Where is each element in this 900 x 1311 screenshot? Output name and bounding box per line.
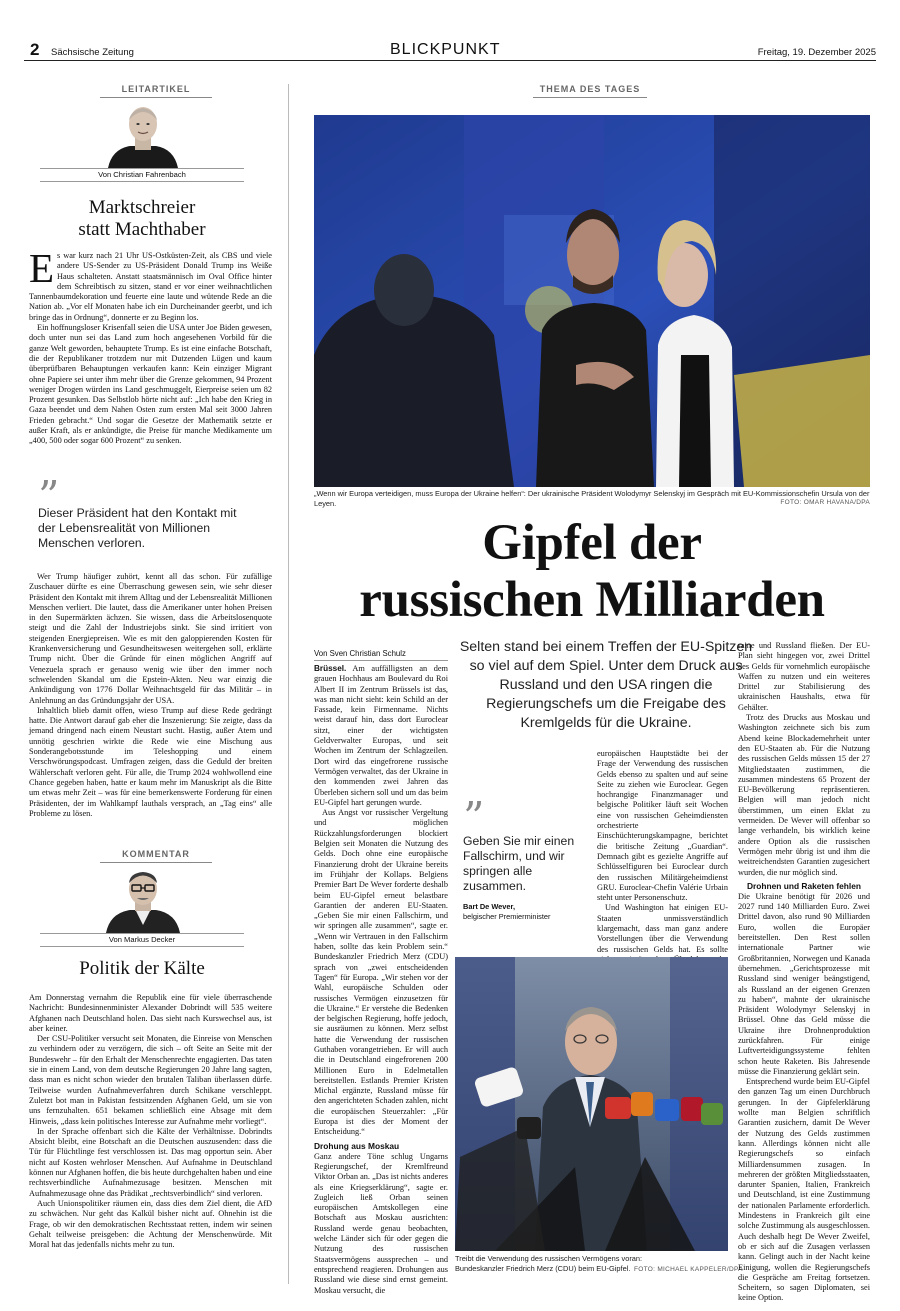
leitartikel-label: LEITARTIKEL [100,84,212,98]
main-photo-credit: FOTO: OMAR HAVANA/DPA [780,499,870,506]
paragraph: Ein hoffnungsloser Krisenfall seien die USA unter Joe Biden gewesen, doch unter nun sei das Land zum hoch angesehenen Vorbild für die ganze Welt geworden, behauptete Trump. Es ist eine einfache Botschaft, die der Republikaner trotzdem nur mit Dutzenden Lügen und kaum überprüfbaren Behauptungen verkaufen kann: Kein einziger Migrant ohne Papiere sei unter ihm mehr über die Grenze gekommen, 94 Prozent weniger Drogen würden ins Land geschmuggelt, Eierpreise seien um 82 Prozent gesunken. Das Selbstlob hörte nicht auf: „Ich habe den Krieg in Gaza beendet und dem Nahen Osten zum ersten Mal seit 3000 Jahren Frieden gebracht.“ Und sogar die Gesetze der Mathematik setzte er außer Kraft, als er ankündigte, die Preise für manche Medikamente um „400, 500 oder sogar 600 Prozent“ zu senken. [29,323,272,446]
kommentar-byline: Von Markus Decker [108,935,176,944]
thema-column-3 [738,641,870,1303]
paragraph: Ganz andere Töne schlug Ungarns Regierungschef, der Kremlfreund Viktor Orban an. „Das ist nichts anderes als eine Kriegserklärung“, sagte er. Zugleich ließ Orban seinen europäischen Amtskollegen eine Botschaft aus Moskau ausrichten: Russland werde genau beobachten, welche Länder sich für oder gegen die Nutzung des russischen Staatsvermögens aussprechen – und entsprechend reagieren. Drohungen aus Russland wie diese sind ernst gemeint. Moskau versucht, die [314,1151,448,1295]
page-number: 2 [30,40,40,59]
quote-attribution-name: Bart De Wever, [463,902,516,911]
main-photo-caption: „Wenn wir Europa verteidigen, muss Europa der Ukraine helfen“: Der ukrainische Präsident Wolodymyr Selenskyj im Gespräch mit EU-Kommissionschefin Ursula von der Leyen. [314,489,870,508]
photo-merz [455,957,728,1251]
byline-rule-top [40,933,244,934]
main-headline [300,515,884,629]
title-line: Marktschreier [88,197,196,218]
paragraph: Brüssel. Am auffälligsten an dem grauen Hochhaus am Boulevard du Roi Albert II im Zentrum Brüssels ist das, was man nicht sieht: kein Schild an der Fassade, kein Firmenname. Nichts weist darauf hin, dass dort Euroclear sitzt, einer der wichtigsten Geldverwalter Europas, und seit Wochen im Zentrum der Schlagzeilen. Dort wird das eingefrorene russische Vermögen verwaltet, das der Ukraine in den kommenden zwei Jahren das Überleben sichern soll und um das beim EU-Gipfel hart gerungen wurde. [314,664,448,807]
thema-dek: Selten stand bei einem Treffen der EU-Spitzen so viel auf dem Spiel. Unter dem Druck aus Russland und den USA ringen die Regierungschefs um die Freigabe des Kremlgelds für die Ukraine. [459,639,753,731]
leitartikel-body-1 [29,245,272,447]
paragraph: Der CSU-Politiker versucht seit Monaten, die Einreise von Menschen zu verhindern oder zu verzögern, die sich – oft Seite an Seite mit der Bundeswehr – für den Erhalt der Menschenrechte engagierten. Das taten sie in einem Land, von dem deutsche Regierungen 20 Jahre lang sagten, dass man es nicht schon wieder den brutalen Taliban überlassen dürfe. Teilweise wurden Aufnahmeverfahren durch Schikane verschleppt. Zuletzt bot man in Pakistan festsitzenden Afghanen Geld, um sie von uns fernzuhalten. 651 bekamen schließlich eine Absage mit dem Hinweis, „dass kein politisches Interesse zur Aufnahme mehr vorliegt“. [29,1034,272,1126]
headline-line: russischen Milliarden [359,572,825,628]
header-rule [24,60,876,61]
leitartikel-title [30,197,254,241]
quote-icon: ” [38,472,60,521]
paragraph: raine und Russland fließen. Der EU-Plan sieht hingegen vor, zwei Drittel des Gelds für vornehmlich europäische Waffen zu nutzen und ein weiteres Drittel zur Stabilisierung des ukrainischen Haushalts, etwa für Gehälter. [738,641,870,712]
paragraph: Und Washington hat einigen EU-Staaten unmissverständlich klargemacht, dass man ganz andere Vorstellungen über die Verwendung des russischen Gelds hat. Es sollte [597,903,728,954]
thema-pull-quote: Geben Sie mir einen Fallschirm, und wir springen alle zusammen. [463,834,575,893]
subhead: Drohnen und Raketen fehlen [746,880,861,891]
paragraph: Am Donnerstag vernahm die Republik eine für viele überraschende Nachricht: Bundesinnenminister Alexander Dobrindt will 535 weitere Afghanen nach Deutschland holen. Das sieht nach Kurswechsel aus, ist aber keiner. [29,993,272,1033]
paragraph: Aus Angst vor russischer Vergeltung und möglichen Rückzahlungsforderungen blockiert Belgien seit Monaten die Nutzung des Gelds. Doch ohne eine europäische Finanzierung droht der Ukraine bereits im Frühjahr der Kollaps. Belgiens Premier Bart De Wever forderte deshalb beim EU-Gipfel erneut belastbare Garantien der anderen EU-Staaten. „Geben Sie mir einen Fallschirm, und wir springen alle zusammen“, sagte er. „Wenn wir Vertrauen in den Fallschirm haben, sollte das kein Problem sein.“ Bundeskanzler Friedrich Merz (CDU) sprach von „zwei entscheidenden Tagen“ für Europa. „Wir stehen vor der Wahl, europäische Schulden oder russisches Vermögen einzusetzen für die Ukraine.“ Er verstehe die Bedenken der belgischen Regierung, hoffe jedoch, sie ausräumen zu können. Merz selbst hatte die Verwendung der russischen Guthaben vorangetrieben. Er will auch die in Deutschland eingefrorenen 200 Millionen Euro in Edelmetallen bereitstellen. Estlands Premier Kristen Michal ergänzte, Russland müsse für den angerichteten Schaden zahlen, nicht die europäischen Steuerzahler: „Für Europa ist dies der Moment der Entscheidung.“ [314,808,448,1137]
kommentar-body [29,993,272,1250]
quote-icon: ” [463,793,485,842]
photo-merz-caption: Treibt die Verwendung des russischen Vermögens voran: Bundeskanzler Friedrich Merz (CDU) beim EU-Gipfel. [455,1254,643,1273]
thema-byline: Von Sven Christian Schulz [314,649,406,658]
title-line: statt Machthaber [78,219,206,240]
paragraph: Inhaltlich blieb damit offen, wieso Trump auf diese Rede gedrängt hatte. Die Antwort darauf gab eher die Inszenierung: Sie zeigte, dass da jemand dringend nach einem Neustart sucht. Hastig, außer Atem und unnötig geschrien wirkte die Rede wie eine Mischung aus Sonderangebotsstunde im Teleshopping und einem Verschwörungspodcast. Umfragen zeigen, dass die Geduld der breiten Wählerschaft verloren geht. Für alle, die Trump 2024 wohlwollend eine Chance gegeben haben, hatte er kaum mehr im Manuskript als die Bitte um etwas mehr Zeit – was für eine bemerkenswerte Forderung für einen Präsidenten, der im Wahlkampf lauthals versprach, an „Tag eins“ alle Probleme zu lösen. [29,705,272,818]
page-header [24,38,876,58]
photo-merz-credit: FOTO: MICHAEL KAPPELER/DPA [634,1266,743,1273]
paragraph: Wer Trump häufiger zuhört, kennt all das schon. Für zufällige Zuschauer dürfte es eine Überraschung gewesen sein, wie sehr dieser Präsident den Kontakt mit ihrem Alltag und der Lebensrealität Millionen Menschen verliert. Die lautet, dass die Amerikaner unter hohen Preisen in den Supermärkten ächzen. Sie wissen, dass die Arbeitslosenquote steigt und die Zahl der Industriejobs sinkt. Sie sind irritiert von steigenden Energiepreisen. Wie es mit den galoppierenden Kosten für Krankenversicherung und Gesundheitswesen weitergehen soll, erklärte Trump nicht. Über die Gründe für einen möglichen Angriff auf Venezuela sprach er genauso wenig wie über den immer noch schwelenden Skandal um die Epstein-Akten. Neu war einzig die Ankündigung von 1776 Dollar Weihnachtsgeld für das Militär – in Anlehnung an das Gründungsjahr der USA. [29,572,272,705]
byline-rule [314,660,448,661]
headline-line: Gipfel der [482,515,702,571]
thema-column-2 [597,749,728,954]
main-photo-zelensky-von-der-leyen [314,115,870,487]
paragraph: Auch Unionspolitiker räumen ein, dass dies dem Ziel dient, die AfD zu schwächen. Nur geht das Kalkül bisher nicht auf. Ohnehin ist die Frage, ob wir den demokratischen Rechtsstaat retten, indem wir seinen Gehalt teilweise preisgeben: die Achtung der Menschenwürde. Mit Moral hat das jedenfalls nichts mehr zu tun. [29,1198,272,1250]
byline-rule-bottom [40,181,244,182]
paper-name: Sächsische Zeitung [51,47,134,58]
column-divider [288,84,289,1284]
byline-rule-top [40,168,244,169]
byline-rule-bottom [40,946,244,947]
drop-cap: E [29,245,55,291]
paragraph: Es war kurz nach 21 Uhr US-Ostküsten-Zeit, als CBS und viele andere US-Sender zu US-Präsident Donald Trump ins Weiße Haus schalteten. Anstatt staatsmännisch im Oval Office hinter dem Schreibtisch zu sitzen, stand er vor einer weihnachtlichen Tannenbaumdekoration und feuerte eine laute und wütende Rede an die Nation ab. „Vor elf Monaten habe ich ein Durcheinander geerbt, und ich bringe das in Ordnung“, donnerte er zu Beginn los. [29,245,272,322]
paragraph: In der Sprache offenbart sich die Kälte der Verhältnisse. Dobrindts Absicht bleibt, eine Botschaft an die Deutschen auszusenden: dass die Tür für Flüchtlinge fest verschlossen ist. Das mag opportun sein. Aber nicht auf Kosten wehrloser Menschen. Auf Aufnahme in Deutschland können nur Afghanen hoffen, die bis heute durchgehalten haben und eine rechtsverbindliche Aufnahmezusage besitzen. Menschen mit Aufnahmezusage ohne das Prädikat „rechtsverbindlich“ sind verloren. [29,1126,272,1198]
subhead: Drohung aus Moskau [314,1140,400,1151]
paragraph: Trotz des Drucks aus Moskau und Washington zeichnete sich bis zum Abend keine Blockademehrheit unter den EU-Staaten ab. Für die Nutzung des russischen Gelds müssen 15 der 27 Mitgliedstaaten zustimmen, die zusammen mindestens 65 Prozent der EU-Bevölkerung repräsentieren. Belgien will man jedoch nicht überstimmen, um einen Eklat zu vermeiden. De Wever will offenbar so lange verhandeln, bis wirklich keine andere Option als die russischen Vermögen mehr übrig ist und ihm die weitreichendsten Garantien zugesichert wurden, die nur möglich sind. [738,713,870,877]
kommentar-label: KOMMENTAR [100,849,212,863]
author-portrait-fahrenbach [100,102,186,168]
leitartikel-body-2 [29,572,272,819]
author-portrait-decker [100,867,186,933]
paragraph: Entsprechend wurde beim EU-Gipfel den ganzen Tag um einen Durchbruch gerungen. In der Gipfelerklärung wollte man Belgien schriftlich Garantien zusichern, damit De Wever der Nutzung des Gelds zustimmen kann. Allerdings können nicht alle Regierungschefs so einfach Milliardensummen zusagen. In mehreren der größten Mitgliedsstaaten, darunter Spanien, Italien, Frankreich und Deutschland, ist eine Zustimmung der nationalen Parlamente erforderlich. Mindestens in Frankreich gilt eine solche Zustimmung als ausgeschlossen. Auch deshalb hegt De Wever Zweifel, ob er sich auf die Zusagen verlassen kann. Gelingt auch in der Nacht keine Einigung, wollen die Regierungschefs die Gespräche am Freitag fortsetzen. Scheitern, so sagen Diplomaten, sei keine Option. [738,1077,870,1303]
leitartikel-pull-quote: Dieser Präsident hat den Kontakt mit der Lebensrealität von Millionen Menschen verloren. [38,506,237,550]
dateline: Brüssel. [314,664,347,673]
leitartikel-byline: Von Christian Fahrenbach [98,170,186,179]
thema-column-1 [314,664,448,1295]
paragraph: europäischen Hauptstädte bei der Frage der Verwendung des russischen Gelds ebenso zu spalten und auf seine Seite zu ziehen wie Euroclear. Gegen hochrangige Finanzmanager und belgische Politiker läuft seit Wochen eine von russischen Geheimdiensten orchestrierte Einschüchterungskampagne, berichtet die britische Zeitung „Guardian“. Demnach gibt es gezielte Angriffe auf Schlüsselfiguren bei Euroclear durch den russischen Militärgeheimdienst GRU. Euroclear-Chefin Valérie Urbain steht unter Personenschutz. [597,749,728,903]
paragraph: Die Ukraine benötigt für 2026 und 2027 rund 140 Milliarden Euro. Zwei Drittel davon, also rund 90 Milliarden Euro, wollen die Europäer bereitstellen. Den Rest sollen internationale Partner wie Großbritannien, Norwegen und Kanada übernehmen. „Gerichtsprozesse mit Russland sind weniger beängstigend, als Russland an der eigenen Grenzen zu haben“, mahnte der ukrainische Präsident Wolodymyr Selenskyj in Brüssel. Ohne das Geld müsse die Ukraine ihre Drohnenproduktion zurückfahren. Für einige Luftverteidigungssysteme fehlten schon heute Raketen. Bis Jahresende müsse die Finanzierung geklärt sein. [738,891,870,1076]
section-title: BLICKPUNKT [390,41,501,58]
issue-date: Freitag, 19. Dezember 2025 [757,47,876,58]
thema-label: THEMA DES TAGES [533,84,647,98]
quote-attribution-role: belgischer Premierminister [463,912,551,921]
kommentar-title: Politik der Kälte [79,958,205,979]
